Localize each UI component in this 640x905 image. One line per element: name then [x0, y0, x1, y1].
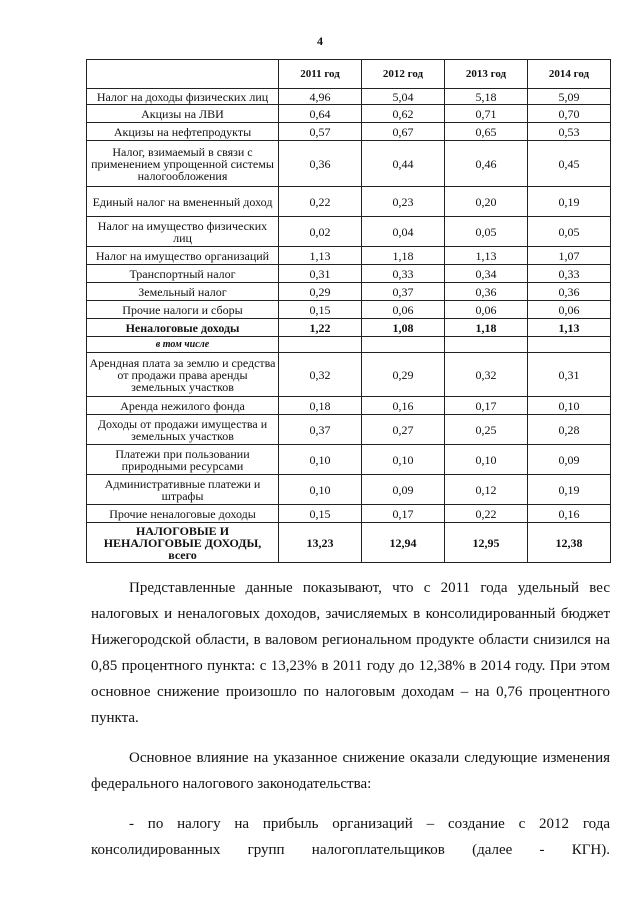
- value-cell: 0,10: [362, 445, 445, 475]
- value-cell: 1,13: [528, 319, 611, 337]
- value-cell: 0,06: [362, 301, 445, 319]
- value-cell: 12,94: [362, 523, 445, 563]
- table-body: [87, 89, 611, 563]
- value-cell: 1,08: [362, 319, 445, 337]
- value-cell: 0,10: [445, 445, 528, 475]
- paragraph-summary: Представленные данные показывают, что с 2011 года удельный вес налоговых и неналоговых доходов, зачисляемых в консолидированный бюджет Нижегородской области, в валовом региональном продукте области снизился на 0,85 процентного пункта: с 13,23% в 2011 году до 12,38% в 2014 году. При этом основное снижение произошло по налоговым доходам – на 0,76 процентного пункта.: [91, 580, 610, 726]
- row-label: Арендная плата за землю и средства от продажи права аренды земельных участков: [87, 353, 279, 397]
- value-cell: 1,13: [445, 247, 528, 265]
- value-cell: 0,22: [279, 187, 362, 217]
- row-label: Акцизы на нефтепродукты: [87, 123, 279, 141]
- value-cell: 1,07: [528, 247, 611, 265]
- value-cell: 5,09: [528, 89, 611, 105]
- value-cell: 0,16: [528, 505, 611, 523]
- value-cell: 0,09: [362, 475, 445, 505]
- value-cell: 12,38: [528, 523, 611, 563]
- value-cell: 0,22: [445, 505, 528, 523]
- value-cell: 0,10: [528, 397, 611, 415]
- value-cell: 0,06: [528, 301, 611, 319]
- value-cell: 0,36: [279, 141, 362, 187]
- table-row: [87, 105, 611, 123]
- value-cell: [445, 337, 528, 353]
- row-label: Налог на имущество организаций: [87, 247, 279, 265]
- table-row: [87, 319, 611, 337]
- table-row: [87, 283, 611, 301]
- value-cell: 0,27: [362, 415, 445, 445]
- value-cell: 0,37: [279, 415, 362, 445]
- row-label: Прочие налоги и сборы: [87, 301, 279, 319]
- table-row: [87, 247, 611, 265]
- table-row: [87, 505, 611, 523]
- value-cell: [279, 337, 362, 353]
- value-cell: 0,18: [279, 397, 362, 415]
- value-cell: 0,02: [279, 217, 362, 247]
- table-row: [87, 89, 611, 105]
- value-cell: [362, 337, 445, 353]
- value-cell: 0,15: [279, 505, 362, 523]
- row-label: Транспортный налог: [87, 265, 279, 283]
- header-cell-2014: 2014 год: [528, 60, 611, 89]
- value-cell: 5,04: [362, 89, 445, 105]
- value-cell: 0,36: [445, 283, 528, 301]
- header-cell-2011: 2011 год: [279, 60, 362, 89]
- value-cell: 0,25: [445, 415, 528, 445]
- value-cell: 12,95: [445, 523, 528, 563]
- row-label: Налог на доходы физических лиц: [87, 89, 279, 105]
- table-row: [87, 187, 611, 217]
- row-label: Налог, взимаемый в связи с применением упрощенной системы налогообложения: [87, 141, 279, 187]
- value-cell: 0,09: [528, 445, 611, 475]
- value-cell: 0,57: [279, 123, 362, 141]
- value-cell: 1,22: [279, 319, 362, 337]
- value-cell: 4,96: [279, 89, 362, 105]
- value-cell: 1,13: [279, 247, 362, 265]
- table-row: [87, 141, 611, 187]
- value-cell: 0,28: [528, 415, 611, 445]
- table-row: [87, 123, 611, 141]
- value-cell: 0,33: [362, 265, 445, 283]
- value-cell: 0,15: [279, 301, 362, 319]
- table-row: [87, 475, 611, 505]
- table-row: [87, 415, 611, 445]
- row-label: Земельный налог: [87, 283, 279, 301]
- value-cell: 0,65: [445, 123, 528, 141]
- table-row: [87, 523, 611, 563]
- value-cell: 0,19: [528, 475, 611, 505]
- row-label: Неналоговые доходы: [87, 319, 279, 337]
- value-cell: 0,20: [445, 187, 528, 217]
- header-cell-2013: 2013 год: [445, 60, 528, 89]
- value-cell: 0,44: [362, 141, 445, 187]
- value-cell: 0,46: [445, 141, 528, 187]
- value-cell: 0,29: [362, 353, 445, 397]
- value-cell: 13,23: [279, 523, 362, 563]
- value-cell: 0,16: [362, 397, 445, 415]
- value-cell: 1,18: [362, 247, 445, 265]
- value-cell: 0,04: [362, 217, 445, 247]
- paragraph-kgn: - по налогу на прибыль организаций – создание с 2012 года консолидированных групп налогоплательщиков (далее - КГН).: [91, 816, 610, 858]
- row-label: Аренда нежилого фонда: [87, 397, 279, 415]
- value-cell: [528, 337, 611, 353]
- value-cell: 0,29: [279, 283, 362, 301]
- value-cell: 0,62: [362, 105, 445, 123]
- table-header-row: [87, 60, 611, 89]
- revenue-table: [86, 59, 611, 563]
- table-row: [87, 353, 611, 397]
- value-cell: 0,70: [528, 105, 611, 123]
- value-cell: 0,19: [528, 187, 611, 217]
- body-text: [91, 575, 610, 863]
- table-row: [87, 265, 611, 283]
- table-row: [87, 301, 611, 319]
- value-cell: 0,32: [279, 353, 362, 397]
- value-cell: 0,06: [445, 301, 528, 319]
- value-cell: 5,18: [445, 89, 528, 105]
- row-label: Административные платежи и штрафы: [87, 475, 279, 505]
- row-label: Акцизы на ЛВИ: [87, 105, 279, 123]
- value-cell: 0,64: [279, 105, 362, 123]
- table-row: [87, 445, 611, 475]
- value-cell: 0,53: [528, 123, 611, 141]
- row-label: в том числе: [87, 337, 279, 353]
- value-cell: 0,17: [362, 505, 445, 523]
- value-cell: 0,05: [528, 217, 611, 247]
- value-cell: 0,67: [362, 123, 445, 141]
- value-cell: 0,31: [279, 265, 362, 283]
- value-cell: 0,05: [445, 217, 528, 247]
- header-cell-2012: 2012 год: [362, 60, 445, 89]
- table-row: [87, 217, 611, 247]
- value-cell: 0,45: [528, 141, 611, 187]
- value-cell: 0,31: [528, 353, 611, 397]
- row-label: Налог на имущество физических лиц: [87, 217, 279, 247]
- value-cell: 0,34: [445, 265, 528, 283]
- value-cell: 0,12: [445, 475, 528, 505]
- value-cell: 0,71: [445, 105, 528, 123]
- header-cell-label: [87, 60, 279, 89]
- value-cell: 0,10: [279, 475, 362, 505]
- value-cell: 0,36: [528, 283, 611, 301]
- value-cell: 0,17: [445, 397, 528, 415]
- row-label: Прочие неналоговые доходы: [87, 505, 279, 523]
- row-label: Доходы от продажи имущества и земельных участков: [87, 415, 279, 445]
- page-number: 4: [317, 34, 323, 48]
- value-cell: 0,23: [362, 187, 445, 217]
- value-cell: 1,18: [445, 319, 528, 337]
- value-cell: 0,33: [528, 265, 611, 283]
- row-label: НАЛОГОВЫЕ И НЕНАЛОГОВЫЕ ДОХОДЫ, всего: [87, 523, 279, 563]
- table-row: [87, 337, 611, 353]
- value-cell: 0,10: [279, 445, 362, 475]
- value-cell: 0,32: [445, 353, 528, 397]
- row-label: Единый налог на вмененный доход: [87, 187, 279, 217]
- table-row: [87, 397, 611, 415]
- value-cell: 0,37: [362, 283, 445, 301]
- row-label: Платежи при пользовании природными ресурсами: [87, 445, 279, 475]
- paragraph-influence: Основное влияние на указанное снижение оказали следующие изменения федерального налогового законодательства:: [91, 750, 610, 792]
